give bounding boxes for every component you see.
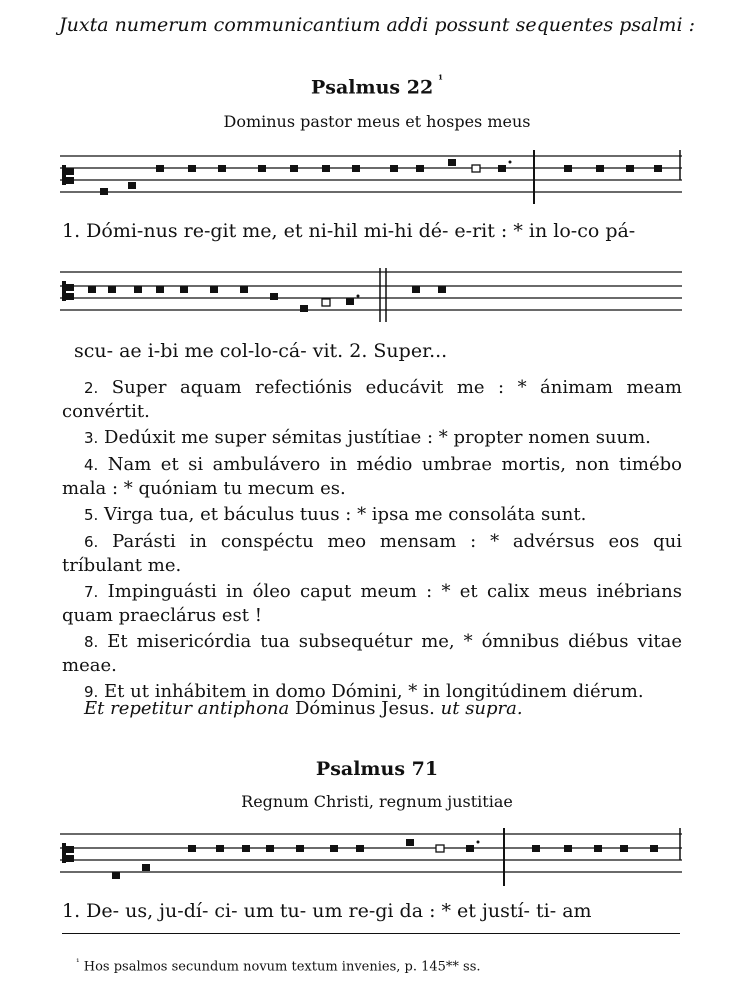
repeat-antiphon-rubric bbox=[84, 698, 523, 719]
verse-2 bbox=[62, 376, 682, 423]
intro-rubric: Juxta numerum communicantium addi possunt sequentes psalmi : bbox=[59, 14, 695, 36]
verse-6 bbox=[62, 530, 682, 577]
repeat-suffix: ut supra. bbox=[440, 698, 523, 719]
psalm-71-staff bbox=[60, 828, 684, 886]
repeat-antiphon-name: Dóminus Jesus. bbox=[295, 698, 435, 719]
footnote-mark: ¹ bbox=[76, 958, 80, 968]
verse-number: 2. bbox=[84, 379, 99, 397]
footnote-divider bbox=[62, 933, 680, 934]
footnote-mark: ¹ bbox=[438, 73, 443, 86]
psalm-22-subtitle: Dominus pastor meus et hospes meus bbox=[223, 112, 531, 131]
verse-number: 7. bbox=[84, 583, 99, 601]
verse-text: Virga tua, et báculus tuus : * ipsa me consoláta sunt. bbox=[104, 504, 587, 525]
psalm-71-subtitle: Regnum Christi, regnum justitiae bbox=[241, 792, 513, 811]
verse-text: Et misericórdia tua subsequétur me, * ómnibus diébus vitae meae. bbox=[62, 631, 682, 676]
psalm-22-staff-2 bbox=[60, 268, 684, 322]
psalm-71-lyric-line-1: 1. De- us, ju-dí- ci- um tu- um re-gi da : * et justí- ti- am bbox=[62, 900, 592, 922]
verse-number: 5. bbox=[84, 506, 99, 524]
verse-text: Nam et si ambulávero in médio umbrae mortis, non timébo mala : * quóniam tu mecum es. bbox=[62, 454, 682, 499]
verse-text: Dedúxit me super sémitas justítiae : * propter nomen suum. bbox=[104, 427, 651, 448]
psalm-22-lyric-line-1: 1. Dómi-nus re-git me, et ni-hil mi-hi dé- e-rit : * in lo-co pá- bbox=[62, 220, 636, 242]
footnote bbox=[76, 958, 481, 974]
verse-7 bbox=[62, 580, 682, 627]
footnote-text: Hos psalmos secundum novum textum invenies, p. 145** ss. bbox=[83, 959, 481, 975]
verse-number: 6. bbox=[84, 533, 99, 551]
verse-text: Et ut inhábitem in domo Dómini, * in longitúdinem diérum. bbox=[104, 681, 644, 702]
verse-text: Impinguásti in óleo caput meum : * et calix meus inébrians quam praeclárus est ! bbox=[62, 581, 682, 626]
verse-8 bbox=[62, 630, 682, 677]
verse-5 bbox=[62, 503, 682, 527]
verse-number: 4. bbox=[84, 456, 99, 474]
verse-number: 8. bbox=[84, 633, 99, 651]
verse-3 bbox=[62, 426, 682, 450]
verse-number: 9. bbox=[84, 683, 99, 701]
psalm-22-title bbox=[0, 73, 754, 99]
verse-4 bbox=[62, 453, 682, 500]
verse-text: Parásti in conspéctu meo mensam : * advérsus eos qui tríbulant me. bbox=[62, 531, 682, 576]
psalm-22-staff-1 bbox=[60, 150, 684, 204]
verse-text: Super aquam refectiónis educávit me : * ánimam meam convértit. bbox=[62, 377, 682, 422]
repeat-prefix: Et repetitur antiphona bbox=[84, 698, 290, 719]
verse-number: 3. bbox=[84, 429, 99, 447]
psalm-22-verses bbox=[62, 376, 682, 704]
psalm-22-title-text: Psalmus 22 bbox=[310, 76, 434, 99]
psalm-22-lyric-line-2: scu- ae i-bi me col-lo-cá- vit. 2. Super... bbox=[74, 340, 448, 362]
psalm-71-title: Psalmus 71 bbox=[315, 758, 439, 780]
